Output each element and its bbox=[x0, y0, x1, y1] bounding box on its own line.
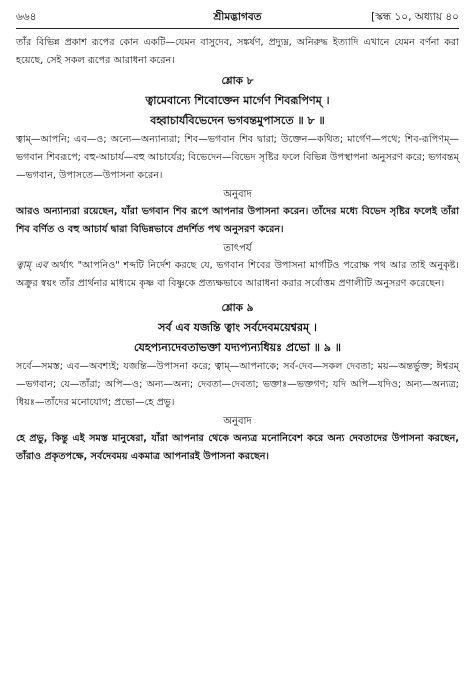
book-title: শ্রীমদ্ভাগবত bbox=[213, 11, 262, 23]
verse-9-line-2: যেহপ্যন্যদেবতাভক্তা যদ্যপ্যন্যধিয়ঃ প্রভো ॥ ৯ ॥ bbox=[134, 341, 341, 354]
verse-8-synonyms: ত্বাম্—আপনি; এব—ও; অন্যে—অন্যান্যরা; শিব—ভগবান শিব দ্বারা; উক্তেন—কথিত; মার্গেণ—পথে; শিব-রূপিণম্—ভগবান শিবরূপে; বহু-আচার্য—বহু আচার্যের; বিভেদেন—বিভেদ সৃষ্টির ফলে বিভিন্ন উপস্থাপনা অনুসরণ করে; ভগবন্তম্—ভগবান, উপাসতে—উপাসনা করেন। bbox=[16, 134, 459, 181]
verse-8-line-1: ত্বামেবান্যে শিবোক্তেন মার্গেণ শিবরূপিণম্ । bbox=[145, 94, 330, 107]
verse-9-synonyms: সর্বে—সমস্ত; এব—অবশ্যই; যজন্তি—উপাসনা করে; ত্বাম্—আপনাকে; সর্ব-দেব—সকল দেবতা; ময়—অন্তর্ভুক্ত; ঈশ্বরম্—ভগবান; যে—তাঁরা; অপি—ও; অন্য—অন্য; দেবতা—দেবতা; ভক্তাঃ—ভক্তগণ; যদি অপি—যদিও; অন্য—অন্যত্র; ধিয়ঃ—তাঁদের মনোযোগ; প্রভো—হে প্রভু। bbox=[16, 361, 459, 408]
verse-9-translation: হে প্রভু, কিন্তু এই সমস্ত মানুষেরা, যাঁরা আপনার থেকে অন্যত্র মনোনিবেশ করে অন্য দেবতাদের উপাসনা করছেন, তাঁরাও প্রকৃতপক্ষে, সর্বদেবময় একমাত্র আপনারই উপাসনা করছেন। bbox=[16, 433, 459, 462]
page-number: ৬৬৪ bbox=[16, 11, 37, 23]
verse-8-purport bbox=[16, 257, 459, 293]
verse-8-translation: আরও অন্যান্যরা রয়েছেন, যাঁরা ভগবান শিব রূপে আপনার উপাসনা করেন। তাঁদের মধ্যে বিভেদ সৃষ্টির ফলেই তাঁরা শিব বর্ণিত ও বহু আচার্য দ্বারা বিভিন্নভাবে প্রদর্শিত পথ অনুসরণ করেন। bbox=[16, 206, 459, 235]
page-header bbox=[16, 8, 459, 28]
header-rule bbox=[16, 28, 459, 29]
intro-paragraph: তাঁর বিভিন্ন প্রকাশ রূপের কোন একটি—যেমন বাসুদেব, সঙ্কর্ষণ, প্রদ্যুম্ন, অনিরুদ্ধ ইত্যাদি এখানে যেমন বর্ণনা করা হয়েছে, সেই সকল রূপের আরাধনা করেন। bbox=[16, 37, 459, 66]
verse-8-purport-label: তাৎপর্য bbox=[223, 243, 252, 254]
verse-8-line-2: বহ্বাচার্যবিভেদেন ভগবন্তমুপাসতে ॥ ৮ ॥ bbox=[150, 114, 325, 127]
verse-9-translation-label: অনুবাদ bbox=[223, 416, 252, 427]
verse-9-line-1: সর্ব এব যজন্তি ত্বাং সর্বদেবময়েশ্বরম্ । bbox=[158, 321, 317, 334]
purport-italic-term: ত্বাম্ এব bbox=[16, 260, 48, 271]
chapter-reference: [স্কন্ধ ১০, অধ্যায় ৪০ bbox=[371, 11, 459, 23]
verse-8-label: শ্লোক ৮ bbox=[221, 75, 254, 87]
purport-text: অর্থাৎ "আপনিও" শব্দটি নির্দেশ করছে যে, ভগবান শিবের উপাসনা মার্গটিও পরোক্ষ পথ আর তাই অনুকৃষ্ট। অক্রুর স্বয়ং তাঁর প্রার্থনার মাধ্যমে কৃষ্ণ বা বিষ্ণুকে প্রত্যক্ষভাবে আরাধনা করার সর্বোত্তম প্রণালীটি অনুসরণ করেছেন। bbox=[16, 260, 459, 289]
verse-8-translation-label: অনুবাদ bbox=[223, 189, 252, 200]
verse-9-label: শ্লোক ৯ bbox=[221, 302, 254, 314]
